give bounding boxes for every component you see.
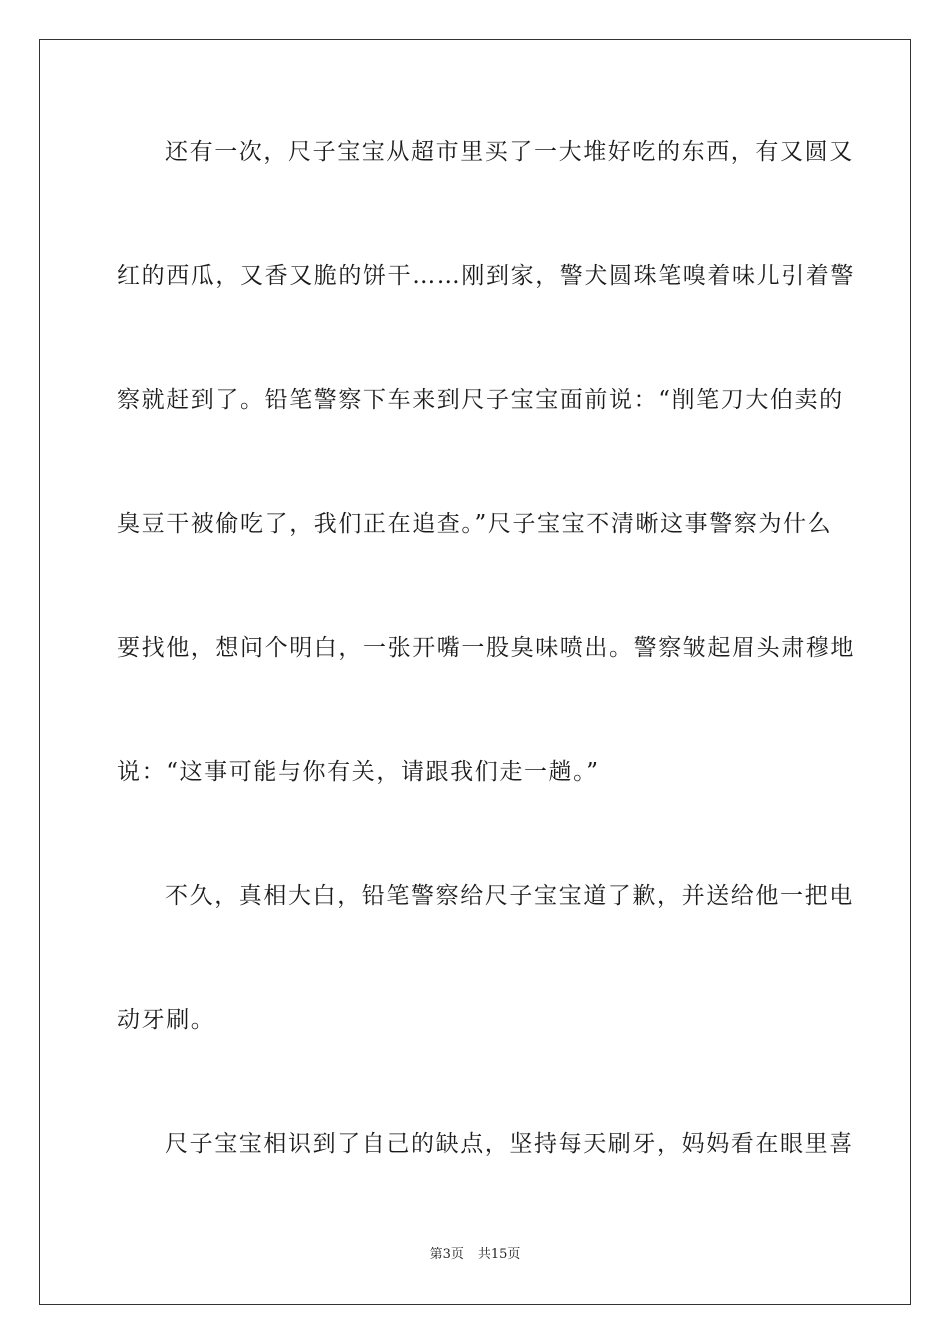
page-total: 共15页 — [477, 1247, 521, 1262]
paragraph-1-line-5: 要找他，想问个明白，一张开嘴一股臭味喷出。警察皱起眉头肃穆地 — [117, 635, 855, 661]
paragraph-1-line-3: 察就赶到了。铅笔警察下车来到尺子宝宝面前说：“削笔刀大伯卖的 — [117, 387, 844, 413]
page-number: 第3页 — [429, 1247, 464, 1262]
paragraph-1-line-6: 说：“这事可能与你有关，请跟我们走一趟。” — [117, 759, 600, 785]
paragraph-1-line-2: 红的西瓜，又香又脆的饼干……刚到家，警犬圆珠笔嗅着味儿引着警 — [117, 263, 855, 289]
paragraph-1-line-1: 还有一次，尺子宝宝从超市里买了一大堆好吃的东西，有又圆又 — [165, 139, 854, 165]
page-footer — [0, 1246, 950, 1264]
page-border — [39, 39, 911, 1305]
paragraph-2-line-2: 动牙刷。 — [117, 1007, 216, 1033]
paragraph-2-line-1: 不久，真相大白，铅笔警察给尺子宝宝道了歉，并送给他一把电 — [165, 883, 854, 909]
paragraph-3-line-1: 尺子宝宝相识到了自己的缺点，坚持每天刷牙，妈妈看在眼里喜 — [165, 1131, 854, 1157]
paragraph-1-line-4: 臭豆干被偷吃了，我们正在追查。”尺子宝宝不清晰这事警察为什么 — [117, 511, 833, 537]
